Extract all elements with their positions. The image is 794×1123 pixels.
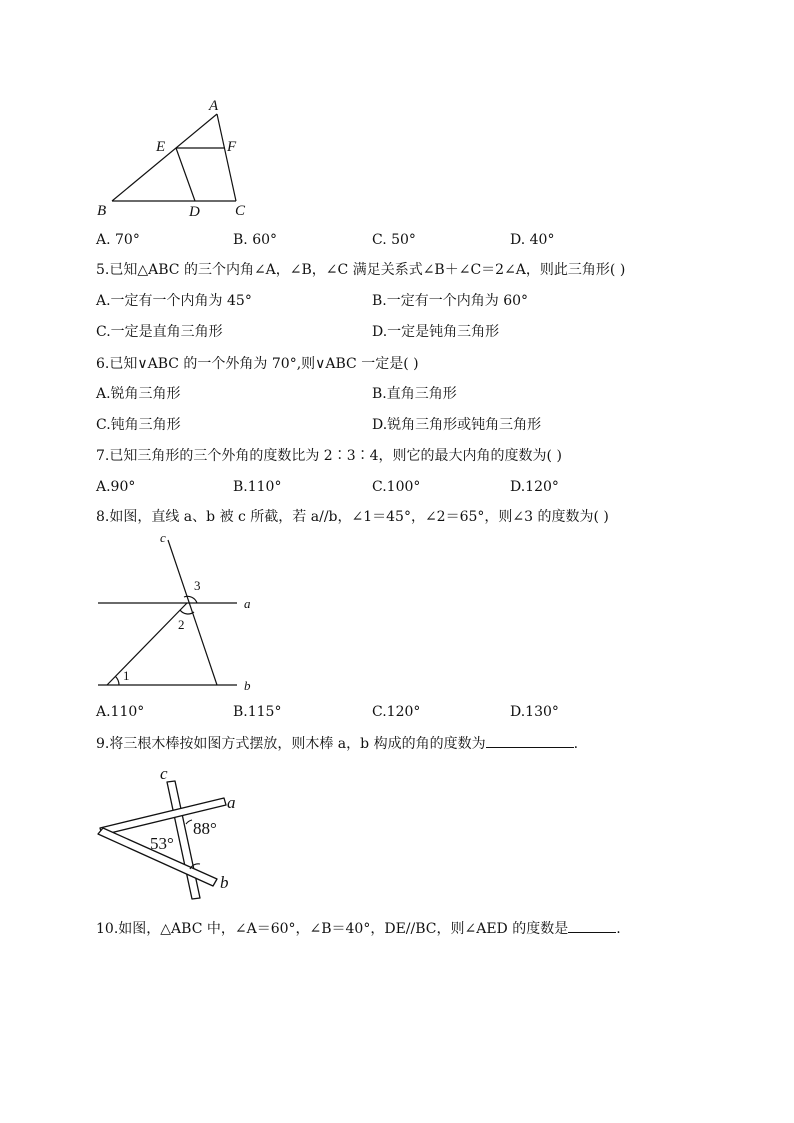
q10-stem: 10.如图，△ABC 中，∠A＝60°，∠B＝40°，DE//BC，则∠AED 的度数是 (96, 921, 569, 937)
q5-option-c[interactable]: C.一定是直角三角形 (96, 324, 223, 340)
q5-option-b[interactable]: B.一定有一个内角为 60° (372, 293, 529, 309)
q7-option-b[interactable]: B.110° (233, 479, 282, 495)
label-f: F (227, 139, 237, 155)
label-c: C (235, 203, 246, 219)
q10-answer-blank[interactable] (568, 918, 616, 933)
label-angle-3: 3 (194, 578, 201, 593)
side-ab (112, 114, 217, 201)
q7-option-c[interactable]: C.100° (372, 479, 421, 495)
q5-stem: 5.已知△ABC 的三个内角∠A，∠B，∠C 满足关系式∠B＋∠C＝2∠A，则此三角形( ) (96, 262, 626, 278)
angle-88-arc (186, 820, 192, 824)
label-line-b: b (244, 678, 251, 693)
q7-option-a[interactable]: A.90° (96, 479, 136, 495)
side-ac (217, 114, 236, 201)
q6-option-d[interactable]: D.锐角三角形或钝角三角形 (372, 417, 542, 433)
label-angle-1: 1 (123, 668, 130, 683)
label-angle-53: 53° (150, 834, 174, 853)
q4-option-c[interactable]: C. 50° (372, 232, 416, 248)
q5-option-a[interactable]: A.一定有一个内角为 45° (96, 293, 252, 309)
segment-ed (176, 148, 195, 201)
q7-stem: 7.已知三角形的三个外角的度数比为 2∶3∶4，则它的最大内角的度数为( ) (96, 448, 562, 464)
label-stick-b: b (220, 873, 229, 892)
q4-option-b[interactable]: B. 60° (233, 232, 278, 248)
q9-answer-blank[interactable] (486, 733, 574, 748)
label-angle-2: 2 (178, 617, 185, 632)
label-line-c: c (160, 530, 166, 545)
sticks-figure (90, 760, 250, 910)
label-b: B (97, 203, 107, 219)
angle-1-arc (116, 677, 120, 686)
label-angle-88: 88° (193, 819, 217, 838)
q9-stem-line: 9.将三根木棒按如图方式摆放，则木棒 a，b 构成的角的度数为 . (96, 733, 578, 753)
q8-option-a[interactable]: A.110° (96, 704, 145, 720)
label-e: E (156, 139, 166, 155)
q8-option-c[interactable]: C.120° (372, 704, 421, 720)
q6-option-c[interactable]: C.钝角三角形 (96, 417, 181, 433)
angle-3-arc (184, 596, 197, 603)
label-stick-a: a (227, 793, 236, 812)
q6-option-a[interactable]: A.锐角三角形 (96, 386, 181, 402)
q6-stem: 6.已知∨ABC 的一个外角为 70°,则∨ABC 一定是( ) (96, 356, 419, 372)
q9-stem: 9.将三根木棒按如图方式摆放，则木棒 a，b 构成的角的度数为 (96, 736, 486, 752)
label-a: A (209, 98, 219, 114)
q8-stem: 8.如图，直线 a、b 被 c 所截，若 a//b，∠1＝45°，∠2＝65°，则∠3 的度数为( ) (96, 509, 609, 525)
label-stick-c: c (160, 764, 168, 783)
label-line-a: a (244, 596, 251, 611)
q10-stem-line: 10.如图，△ABC 中，∠A＝60°，∠B＝40°，DE//BC，则∠AED 的度数是 . (96, 918, 621, 938)
q7-option-d[interactable]: D.120° (510, 479, 559, 495)
q5-option-d[interactable]: D.一定是钝角三角形 (372, 324, 500, 340)
parallel-lines-figure (90, 528, 270, 698)
q4-option-a[interactable]: A. 70° (96, 232, 140, 248)
q6-option-b[interactable]: B.直角三角形 (372, 386, 457, 402)
triangle-figure (90, 95, 270, 225)
transversal-segment (107, 603, 187, 685)
q8-option-d[interactable]: D.130° (510, 704, 559, 720)
q8-option-b[interactable]: B.115° (233, 704, 282, 720)
label-d: D (189, 204, 200, 220)
q4-option-d[interactable]: D. 40° (510, 232, 555, 248)
